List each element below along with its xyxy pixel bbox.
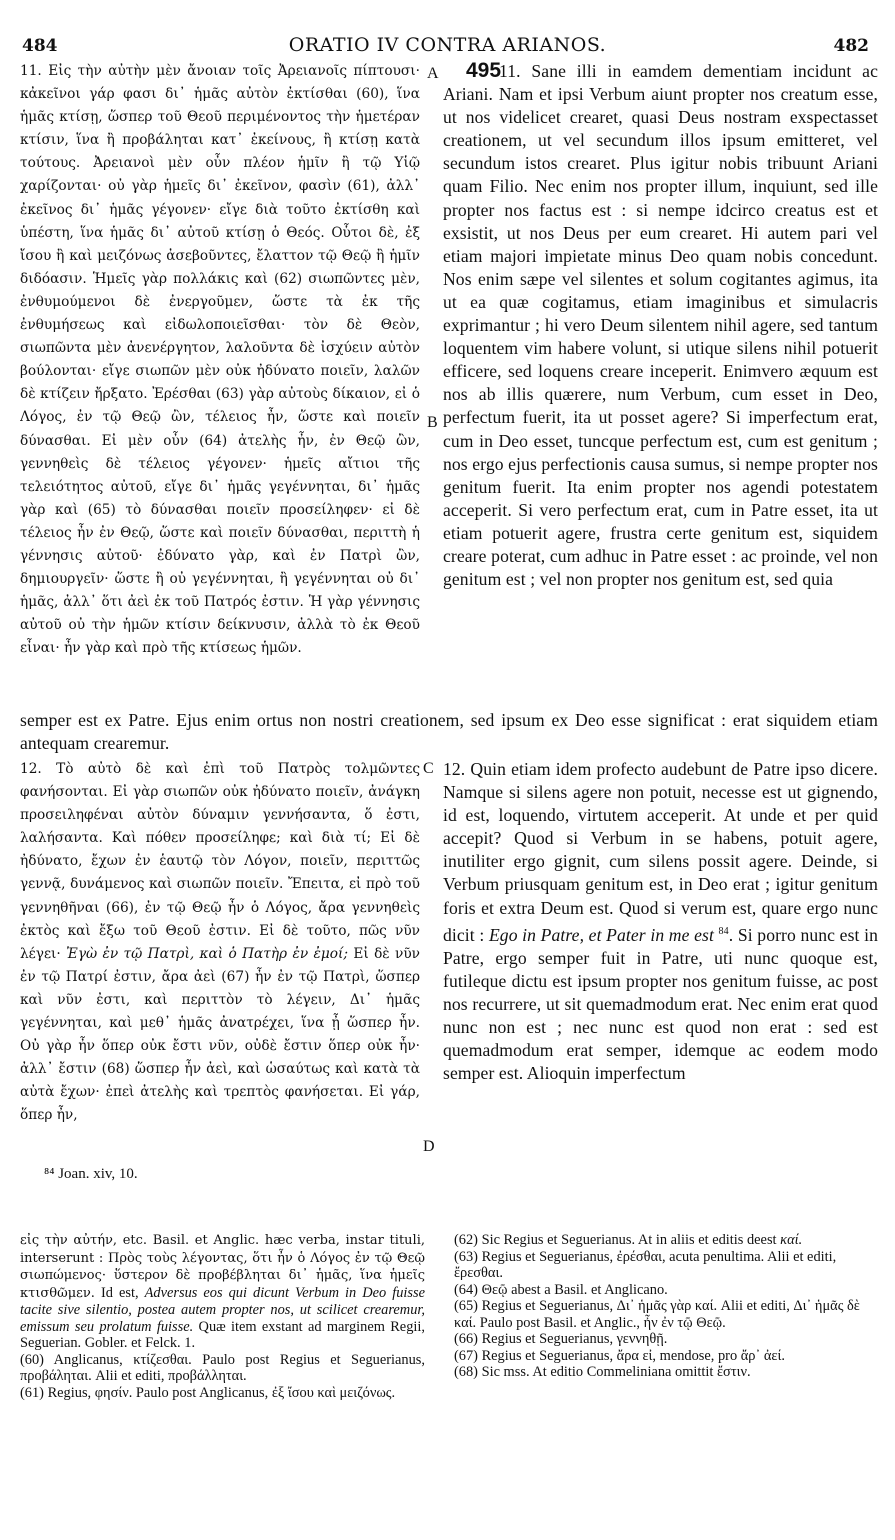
- latin-section-12: [443, 758, 878, 1160]
- greek-text-b: Εἰ δὲ νῦν ἐν τῷ Πατρί ἐστιν, ἄρα ἀεὶ (67) ἦν ἐν τῷ Πατρὶ, ὥσπερ καὶ νῦν ἐστι, καὶ περιττὸν τὸ λέγειν, Δι᾽ ἡμᾶς γεγέννηται, καὶ μεθ᾽ ἡμᾶς ἀνατρέχει, ἵνα ᾖ ὥσπερ ἦν. Οὐ γὰρ ἦν ὅπερ οὐκ ἔστι νῦν, οὐδὲ ἔστιν ὅπερ οὐκ ἦν· ἀλλ᾽ ἔστιν (68) ὥσπερ ἦν ἀεὶ, καὶ ὡσαύτως καὶ κατὰ τὰ αὐτὰ ἔχων· ἐπεὶ ἀτελὴς καὶ τρεπτὸς φανήσεται. Εἰ γάρ, ὅπερ ἦν,: [20, 945, 420, 1124]
- column-number: 495: [466, 59, 502, 82]
- footnote-italic: Adversus eos qui dicunt Verbum in Deo fuisse tacite sive silentio, postea autem propter nos, ut scilicet crearemur, emissum seu prolatum fuisse.: [20, 1284, 425, 1335]
- latin-section-11: [443, 60, 878, 706]
- latin-scripture-quote: Ego in Patre, et Pater in me est: [488, 924, 714, 945]
- footnote-68: (68) Sic mss. At editio Commeliniana omittit ἔστιν.: [454, 1364, 751, 1380]
- latin-span-text: semper est ex Patre. Ejus enim ortus non nostri creationem, sed ipsum ex Deo esse significat : erat siquidem etiam antequam crearemur.: [20, 710, 878, 754]
- margin-letter-c: C: [423, 760, 434, 777]
- footnote-tail: Quæ item exstant ad marginem Regii, Seguerian. Gobler. et Felck. 1.: [20, 1318, 425, 1351]
- footnote-60: (60) Anglicanus, κτίζεσθαι. Paulo post Regius et Seguerianus, προβάληται. Alii et editi, προβάλληται.: [20, 1351, 425, 1384]
- greek-section-11: [20, 60, 420, 706]
- greek-scripture-quote: Ἐγὼ ἐν τῷ Πατρὶ, καὶ ὁ Πατὴρ ἐν ἐμοί;: [66, 945, 348, 962]
- margin-letter-d: D: [423, 1138, 435, 1155]
- greek-text-a: 12. Τὸ αὐτὸ δὲ καὶ ἐπὶ τοῦ Πατρὸς τολμῶντες φανήσονται. Εἰ γὰρ σιωπῶν οὐκ ἠδύνατο ποιεῖν, ἀνάγκη προσειληφέναι αὐτὸν δύναμιν γεννήσαντα, ὅ ἐστι, λαλήσαντα. Καὶ πόθεν προσείληφε; καὶ διὰ τί; Εἰ δὲ ἠδύνατο, ἔχων ἐν ἑαυτῷ τὸν Λόγον, ποιεῖν, περιττῶς γεννᾷ, δυνάμενος καὶ σιωπῶν ποιεῖν. Ἔπειτα, εἰ πρὸ τοῦ γεννηθῆναι (66), ἐν τῷ Θεῷ ἦν ὁ Λόγος, ἄρα γεννηθεὶς ἐκτὸς καὶ ἔξω τοῦ Θεοῦ ἐστιν. Εἰ δὲ τοῦτο, πῶς νῦν λέγει·: [20, 761, 420, 962]
- latin-paragraph-12: [443, 758, 878, 1085]
- footnote-61: (61) Regius, φησίν. Paulo post Anglicanus, ἐξ ἴσου καὶ μειζόνως.: [20, 1384, 396, 1401]
- scripture-footnote: ⁸⁴ Joan. xiv, 10.: [44, 1166, 138, 1182]
- greek-section-12: [20, 758, 420, 1160]
- latin-text: 11. Sane illi in eamdem dementiam incidunt ac Ariani. Nam et ipsi Verbum aiunt propter nos creatum esse, ut nos videlicet crearet, quasi Deus nostram exspectasset creationem, ut vel secundum illos ipsum emitteret, vel secundum istos crearet. Plus igitur nobis tribuunt Ariani quam Filio. Nec enim nos propter illum, inquiunt, sed ille propter nos factus est : si nempe idcirco creatus est et exsistit, ut nos Deus per eum crearet. Hi autem pari vel etiam majori impietate minus Deo quam nobis concedunt. Nos enim sæpe vel silentes et solum cogitantes agimus, ita ut ea quæ cogitamus, etiam imaginibus et simulacris exprimantur ; hi vero Deum silentem nihil agere, sed tantum loquentem vim habere volunt, si utique silens nihil potuerit efficere, sed loquens creare inceperit. Enimvero æquum est nos ab illis quærere, num Verbum, cum esset in Deo, perfectum fuerit, ita ut posset agere? Si imperfectum erat, cum in Deo esset, tuncque perfectum est, cum est genitum ; nos ergo ejus perfectionis causa sumus, si nempe propter nos genitum fuerit. Ita enim propter nos agendi potestatem acceperit. Si vero perfectum erat, cum in Patre esset, ita ut etiam potuerit agere, frustra certe genitum est, siquidem creare poterat, cum adhuc in Patre esset : ac proinde, vel non genitum est ; vel non propter nos genitum est, sed quia: [443, 61, 878, 590]
- greek-paragraph: 11. Εἰς τὴν αὐτὴν μὲν ἄνοιαν τοῖς Ἀρειανοῖς πίπτουσι· κἀκεῖνοι γάρ φασι δι᾽ ἡμᾶς αὐτὸν ἐκτίσθαι (60), ἵνα ἡμᾶς κτίσῃ, ὥσπερ τοῦ Θεοῦ περιμένοντος τὴν ἡμετέραν κτίσιν, ἵνα ἢ προβάληται κατ᾽ ἐκείνους, ἢ κτίσῃ κατὰ τούτους. Ἀρειανοὶ μὲν οὖν πλέον ἡμῖν ἢ τῷ Υἱῷ χαρίζονται· οὐ γὰρ ἡμεῖς δι᾽ ἐκεῖνον, φασὶν (61), ἀλλ᾽ ἐκεῖνος δι᾽ ἡμᾶς γέγονεν· εἴγε διὰ τοῦτο ἐκτίσθη καὶ ὑπέστη, ἵνα ἡμᾶς δι᾽ αὐτοῦ κτίσῃ ὁ Θεός. Οὗτοι δὲ, ἐξ ἴσου ἢ καὶ μειζόνως ἀσεβοῦντες, ἔλαττον τῷ Θεῷ ἢ ἡμῖν διδόασιν. Ἡμεῖς γὰρ πολλάκις καὶ (62) σιωπῶντες μὲν, ἐνθυμούμενοι δὲ ἐνεργοῦμεν, ὥστε τὰ ἐκ τῆς ἐνθυμήσεως καὶ εἰδωλοποιεῖσθαι· τὸν δὲ Θεὸν, σιωπῶντα μὲν ἀνενέργητον, λαλοῦντα δὲ ἰσχύειν αὐτὸν βούλονται· εἴγε σιωπῶν μὲν οὐκ ἠδύνατο ποιεῖν, λαλῶν δὲ κτίζειν ἤρξατο. Ἐρέσθαι (63) γὰρ αὐτοὺς δίκαιον, εἰ ὁ Λόγος, ἐν τῷ Θεῷ ὢν, τέλειος ἦν, ὥστε καὶ ποιεῖν δύνασθαι. Εἰ μὲν οὖν (64) ἀτελὴς ἦν, ἐν Θεῷ ὢν, γεννηθεὶς δὲ τέλειος γέγονεν· ἡμεῖς αἴτιοι τῆς τελειότητος αὐτοῦ, εἴγε δι᾽ ἡμᾶς γεγέννηται, δι᾽ ἡμᾶς γὰρ καὶ (65) τὸ δύνασθαι ποιεῖν προσείληφεν· εἰ δὲ τέλειος ἦν ἐν Θεῷ, ὥστε καὶ ποιεῖν δύνασθαι, περιττὴ ἡ γέννησις αὐτοῦ· ἐδύνατο γὰρ, καὶ ἐν Πατρὶ ὢν, δημιουργεῖν· ὥστε ἢ οὐ γεγέννηται, ἢ γεγέννηται οὐ δι᾽ ἡμᾶς, ἀλλ᾽ ὅτι ἀεὶ ἐκ τοῦ Πατρός ἐστιν. Ἡ γὰρ γέννησις αὐτοῦ οὐ τὴν ἡμῶν κτίσιν δείκνυσιν, ἀλλὰ τὸ ἐκ Θεοῦ εἶναι· ἦν γὰρ καὶ πρὸ τῆς κτίσεως ἡμῶν.: [20, 63, 420, 657]
- latin-spanning-line: [20, 709, 878, 757]
- running-title: ORATIO IV CONTRA ARIANOS.: [288, 34, 607, 56]
- greek-paragraph-12: [20, 758, 420, 1128]
- latin-paragraph: [443, 60, 878, 591]
- margin-letter-b: B: [427, 414, 438, 431]
- margin-letter-a: A: [427, 65, 439, 82]
- footnote-66: (66) Regius et Seguerianus, γεννηθῇ.: [454, 1331, 668, 1347]
- latin-text-a: 12. Quin etiam idem profecto audebunt de Patre ipso dicere. Namque si silens agere non potuit, necesse est ut gignendo, id est, loquendo, virtutem acceperit. At unde et per quid accepit? Quod si Verbum in se habens, potuit agere, inutiliter ergo gignit, cum silens possit agere. Deinde, si Verbum priusquam genitum est, in Deo erat ; igitur genitum foris et extra Deum est. Quod si verum est, quare ergo nunc dicit :: [443, 759, 878, 945]
- footnote-67: (67) Regius et Seguerianus, ἄρα εἰ, mendose, pro ἄρ᾽ ἀεί.: [454, 1347, 785, 1364]
- footnote-63: (63) Regius et Seguerianus, ἐρέσθαι, acuta penultima. Alii et editi, ἔρεσθαι.: [454, 1248, 837, 1281]
- footnote-62: [454, 1232, 876, 1249]
- latin-text-b: . Si porro nunc est in Patre, ergo semper fuit in Patre, uti nunc quoque est, futileque dictu est ipsum propter nos genitum fuisse, ac post nos recurrere, ut sit quemadmodum erat. Nec enim erat quod nunc non est ; nec nunc est quod non erat : sed est quemadmodum erat semper, idemque ac eodem modo semper est. Alioquin imperfectum: [443, 924, 878, 1084]
- footnote-title-insert: [20, 1232, 425, 1352]
- footnotes-right: [454, 1232, 876, 1462]
- footnote-65: (65) Regius et Seguerianus, Δι᾽ ἡμᾶς γὰρ καί. Alii et editi, Δι᾽ ἡμᾶς δὲ καί. Paulo post Basil. et Anglic., ἦν ἐν τῷ Θεῷ.: [454, 1298, 860, 1331]
- footnote-64: (64) Θεῷ abest a Basil. et Anglicano.: [454, 1281, 668, 1298]
- right-page-number: 482: [833, 36, 869, 56]
- footnote-62-text: (62) Sic Regius et Seguerianus. At in aliis et editis deest: [454, 1232, 777, 1248]
- footnote-text: Id est,: [100, 1284, 139, 1301]
- footnotes-left: [20, 1232, 425, 1462]
- left-page-number: 484: [22, 36, 58, 56]
- scripture-reference-mark: 84: [718, 925, 729, 937]
- footnote-62-word: καί.: [780, 1232, 803, 1248]
- footnote-greek: εἰς τὴν αὐτήν, etc. Basil. et Anglic. hæc verba, instar tituli, interserunt : Πρὸς τοὺς λέγοντας, ὅτι ἦν ὁ Λόγος ἐν τῷ Θεῷ σιωπώμενος· ὕστερον δὲ προβέβληται δι᾽ ἡμᾶς, ἵνα ἡμεῖς κτισθῶμεν.: [20, 1233, 425, 1301]
